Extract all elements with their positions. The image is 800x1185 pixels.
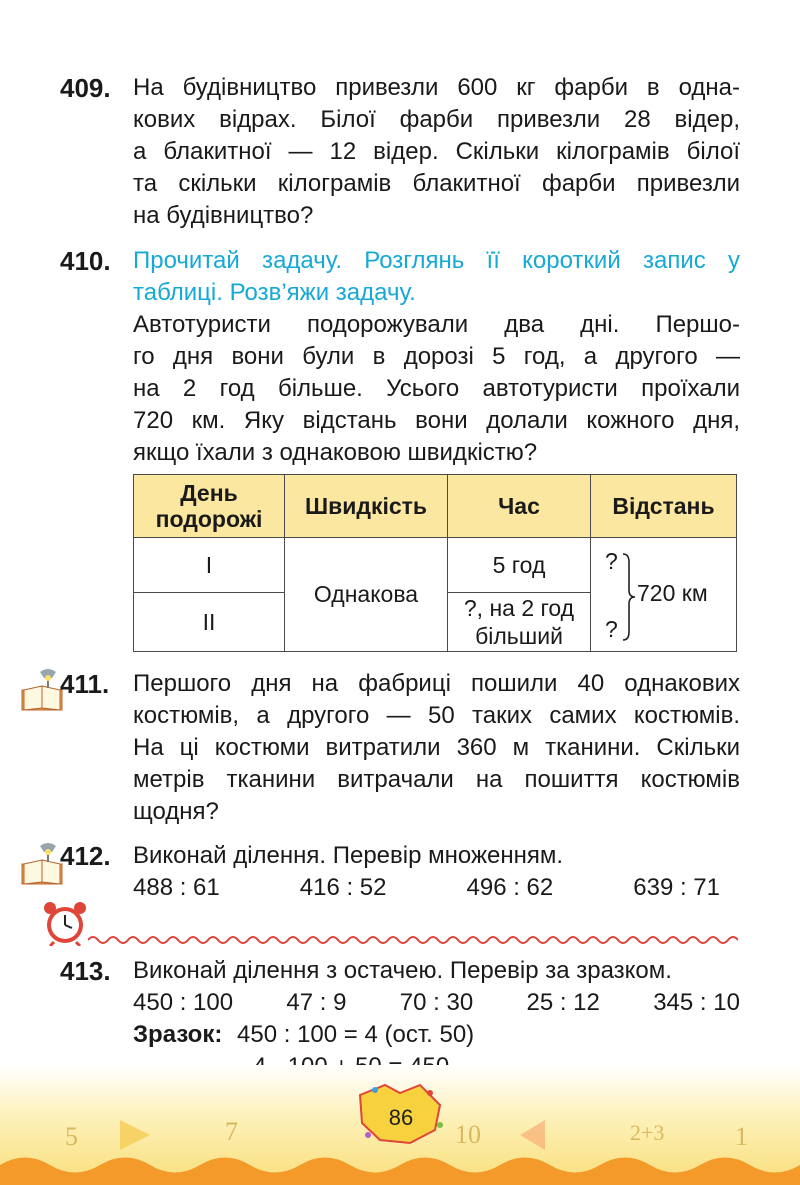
problem-409 [60, 72, 740, 232]
alarm-clock-icon [42, 900, 88, 946]
header-speed: Швидкість [285, 475, 448, 538]
unknown-mark: ? [605, 616, 618, 642]
distance-cell [591, 538, 737, 652]
time-cell: 5 год [448, 538, 591, 593]
text-line: На ці костюми витратили 360 м тканини. Скільки [133, 734, 740, 761]
text-line: Автотуристи подорожували два дні. Першо- [133, 311, 740, 338]
instruction-line: Прочитай задачу. Розглянь її короткий запис у [133, 247, 740, 274]
svg-text:2+3: 2+3 [630, 1120, 665, 1145]
text-line: 720 км. Яку відстань вони долали кожного дня, [133, 407, 740, 434]
sample-line: 450 : 100 = 4 (ост. 50) [237, 1021, 475, 1048]
text-line: та скільки кілограмів блакитної фарби привезли [133, 170, 740, 197]
text-line: на будівництво? [133, 202, 314, 229]
problem-number: 412. [60, 841, 111, 871]
exercise-item: 70 : 30 [399, 989, 474, 1016]
problem-number: 410. [60, 246, 111, 276]
problem-number: 409. [60, 73, 111, 103]
exercise-item: 639 : 71 [633, 874, 720, 901]
text-line: кових відрах. Білої фарби привезли 28 відер, [133, 106, 740, 133]
problem-text [133, 72, 740, 232]
exercise-item: 450 : 100 [133, 989, 234, 1016]
header-time: Час [448, 475, 591, 538]
exercise-row [133, 872, 720, 904]
text-line: на 2 год більше. Усього автотуристи проїхали [133, 375, 740, 402]
problem-text [133, 668, 740, 828]
text-line: щодня? [133, 798, 219, 825]
problem-411 [60, 668, 740, 828]
problem-412 [60, 840, 740, 904]
text-line: якщо їхали з однаковою швидкістю? [133, 439, 538, 466]
exercise-item: 345 : 10 [653, 989, 740, 1016]
summary-table [133, 474, 737, 652]
problem-number: 413. [60, 956, 111, 986]
exercise-item: 488 : 61 [133, 874, 220, 901]
day-cell: I [134, 538, 285, 593]
instruction-line: таблиці. Розв’яжи задачу. [133, 279, 416, 306]
total-distance: 720 км [637, 580, 708, 606]
exercise-item: 25 : 12 [526, 989, 600, 1016]
text-line: го дня вони були в дорозі 5 год, а другого — [133, 343, 740, 370]
wavy-divider [88, 930, 738, 950]
text-line: метрів тканини витрачали на пошиття костюмів [133, 766, 740, 793]
instruction-line: Виконай ділення з остачею. Перевір за зразком. [133, 957, 672, 984]
problem-413 [60, 955, 740, 1083]
text-line: костюмів, а другого — 50 таких самих костюмів. [133, 702, 740, 729]
exercise-item: 416 : 52 [299, 874, 387, 901]
svg-text:7: 7 [225, 1117, 238, 1146]
problem-text [133, 245, 740, 469]
header-distance: Відстань [591, 475, 737, 538]
table-header-row [134, 475, 737, 538]
day-cell: II [134, 593, 285, 652]
problem-number: 411. [60, 669, 110, 699]
svg-text:10: 10 [455, 1120, 481, 1149]
instruction-line: Виконай ділення. Перевір множенням. [133, 842, 564, 869]
time-cell: ?, на 2 год більший [448, 593, 591, 652]
exercise-row [133, 987, 740, 1019]
page-number: 86 [388, 1105, 414, 1130]
problem-410 [60, 245, 740, 469]
exercise-item: 496 : 62 [466, 874, 554, 901]
text-line: На будівництво привезли 600 кг фарби в одна- [133, 74, 740, 101]
header-day: День подорожі [134, 475, 285, 538]
brace-icon [621, 552, 637, 642]
speed-cell: Однакова [285, 538, 448, 652]
unknown-mark: ? [605, 548, 618, 574]
exercise-item: 47 : 9 [286, 989, 347, 1016]
svg-text:5: 5 [65, 1122, 78, 1151]
table-row [134, 538, 737, 593]
problem-text [133, 840, 740, 872]
sample-label: Зразок: [133, 1021, 223, 1048]
text-line: а блакитної — 12 відер. Скільки кілограмів білої [133, 138, 740, 165]
sample [133, 1019, 740, 1051]
problem-text [133, 955, 740, 987]
svg-text:1: 1 [735, 1122, 748, 1151]
text-line: Першого дня на фабриці пошили 40 однакових [133, 670, 740, 697]
